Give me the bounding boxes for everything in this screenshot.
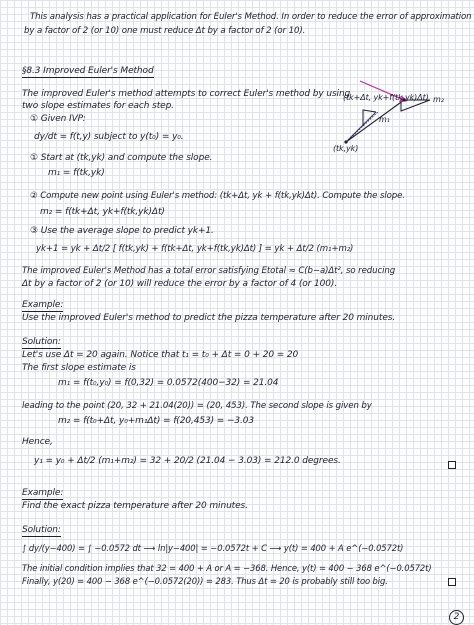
solution-1-label: Solution: [22, 337, 61, 347]
ivp-equation: dy/dt = f(t,y) subject to y(t₀) = y₀. [34, 132, 184, 142]
step-2: ② Compute new point using Euler's method: (tk+Δt, yk + f(tk,yk)Δt). Compute the slope. [30, 191, 405, 201]
example-2-text: Find the exact pizza temperature after 20 minutes. [22, 501, 248, 511]
solution-1-line-3: m₁ = f(t₀,y₀) = f(0,32) = 0.0572(400−32) = 21.04 [58, 378, 279, 388]
end-of-solution-box-1 [448, 461, 456, 469]
error-line-1: The improved Euler's Method has a total error satisfying Etotal ≈ C(b−a)Δt², so reducing [22, 266, 396, 276]
figure-label-m1: m₁ [379, 115, 390, 124]
slope-guide-line [346, 112, 378, 142]
step-ivp: ① Given IVP: [30, 114, 86, 124]
solution-2-line-2: The initial condition implies that 32 = 400 + A or A = −368. Hence, y(t) = 400 − 368 e^(−0.0572t) [22, 563, 432, 573]
step-3: ③ Use the average slope to predict yk+1. [30, 226, 214, 236]
end-of-solution-box-2 [448, 578, 456, 586]
slope-m2: m₂ = f(tk+Δt, yk+f(tk,yk)Δt) [40, 207, 165, 217]
section-title: §8.3 Improved Euler's Method [22, 66, 154, 76]
solution-2-label: Solution: [22, 525, 61, 535]
average-slope-formula: yk+1 = yk + Δt/2 [ f(tk,yk) + f(tk+Δt, yk+f(tk,yk)Δt) ] = yk + Δt/2 (m₁+m₂) [36, 244, 354, 254]
secant-line [346, 100, 404, 142]
error-line-2: Δt by a factor of 2 (or 10) will reduce the error by a factor of 4 (or 100). [22, 279, 338, 289]
body-line-1: The improved Euler's method attempts to correct Euler's method by using [22, 89, 351, 99]
page-number: 2 [449, 610, 464, 625]
example-1-label: Example: [22, 300, 64, 310]
solution-1-line-7: y₁ = y₀ + Δt/2 (m₁+m₂) = 32 + 20/2 (21.04 − 3.03) = 212.0 degrees. [34, 456, 341, 466]
solution-2-line-1: ∫ dy/(y−400) = ∫ −0.0572 dt ⟶ ln|y−400| = −0.0572t + C ⟶ y(t) = 400 + A e^(−0.0572t) [22, 543, 404, 553]
example-1-text: Use the improved Euler's method to predict the pizza temperature after 20 minutes. [22, 313, 396, 323]
solution-1-line-6: Hence, [22, 437, 53, 447]
solution-1-line-1: Let's use Δt = 20 again. Notice that t₁ = t₀ + Δt = 0 + 20 = 20 [22, 350, 299, 360]
step-1: ① Start at (tk,yk) and compute the slope. [30, 153, 213, 163]
body-line-2: two slope estimates for each step. [22, 101, 174, 111]
figure-label-m2: m₂ [433, 95, 444, 104]
solution-1-line-2: The first slope estimate is [22, 363, 136, 373]
figure-point-a: (tk,yk) [333, 144, 359, 153]
figure-point-b: (tk+Δt, yk+f(tk,yk)Δt) [343, 93, 429, 102]
intro-line-1: This analysis has a practical application for Euler's Method. In order to reduce the error of approximation [30, 12, 472, 22]
solution-1-line-4: leading to the point (20, 32 + 21.04(20)) = (20, 453). The second slope is given by [22, 401, 372, 411]
example-2-label: Example: [22, 488, 64, 498]
solution-2-line-3: Finally, y(20) = 400 − 368 e^(−0.0572(20)) = 283. Thus Δt = 20 is probably still too big. [22, 576, 388, 586]
solution-1-line-5: m₂ = f(t₀+Δt, y₀+m₁Δt) = f(20,453) = −3.03 [58, 416, 255, 426]
intro-line-2: by a factor of 2 (or 10) one must reduce Δt by a factor of 2 (or 10). [24, 26, 306, 36]
slope-m1: m₁ = f(tk,yk) [48, 168, 105, 178]
